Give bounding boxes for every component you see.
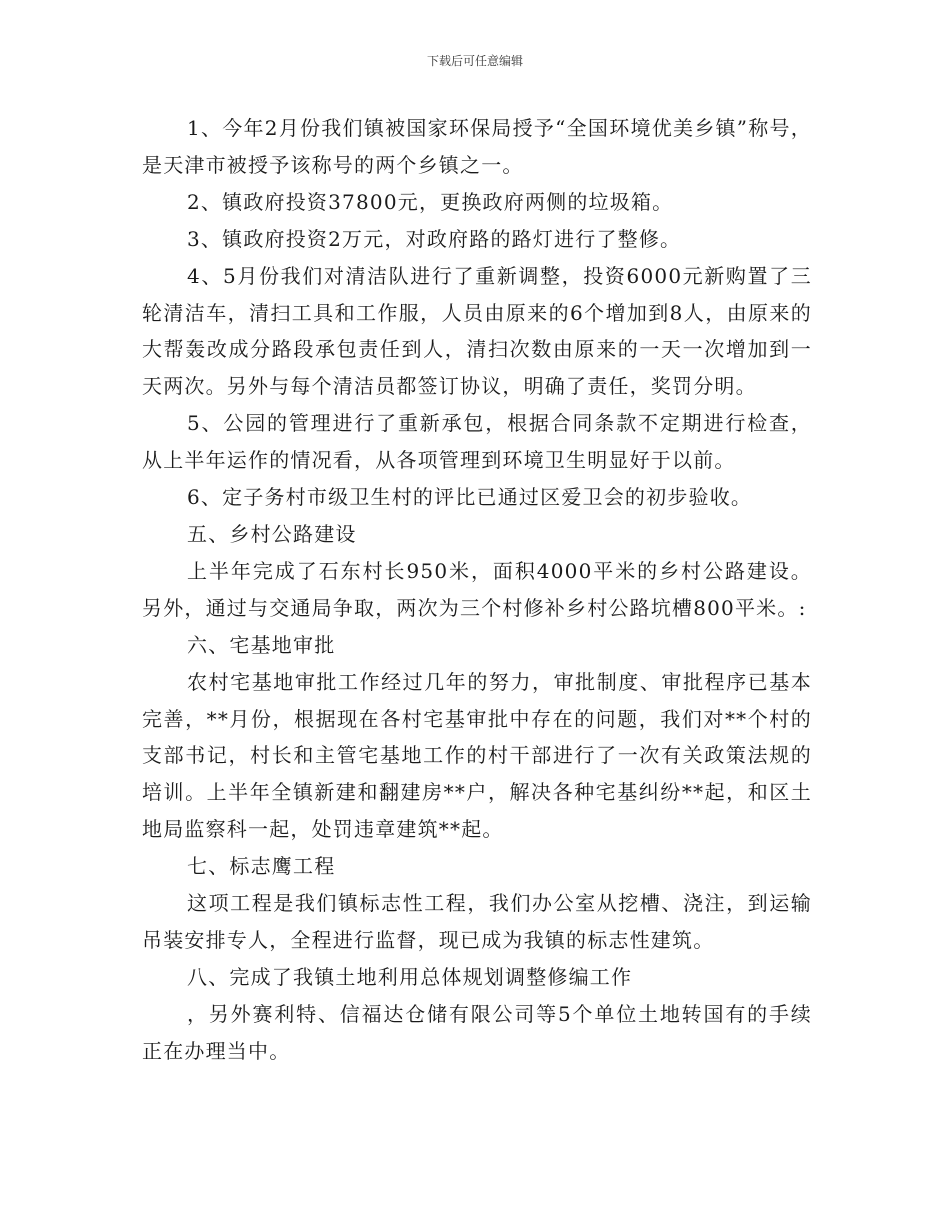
item-3-paragraph: 3、镇政府投资2万元，对政府路的路灯进行了整修。 [187,226,682,251]
item-4-paragraph: 4、5月份我们对清洁队进行了重新调整，投资6000元新购置了三轮清洁车，清扫工具和工作服，人员由原来的6个增加到8人，由原来的大帮轰改成分路段承包责任到人，清扫次数由原来的一天一次增加到一天两次。另外与每个清洁员都签订协议，明确了责任，奖罚分明。 [142,263,812,399]
section-8-heading: 八、完成了我镇土地利用总体规划调整修编工作 [187,964,633,989]
item-6-paragraph: 6、定子务村市级卫生村的评比已通过区爱卫会的初步验收。 [187,485,753,510]
section-5-paragraph: 上半年完成了石东村长950米，面积4000平米的乡村公路建设。另外，通过与交通局争取，两次为三个村修补乡村公路坑槽800平米。: [142,558,812,620]
item-5-paragraph: 5、公园的管理进行了重新承包，根据合同条款不定期进行检查，从上半年运作的情况看，从各项管理到环境卫生明显好于以前。 [142,411,812,473]
section-5-heading: 五、乡村公路建设 [187,521,357,546]
section-6-paragraph: 农村宅基地审批工作经过几年的努力，审批制度、审批程序已基本完善，**月份，根据现在各村宅基审批中存在的问题，我们对**个村的支部书记，村长和主管宅基地工作的村干部进行了一次有关政策法规的培训。上半年全镇新建和翻建房**户，解决各种宅基纠纷**起，和区土地局监察科一起，处罚违章建筑**起。 [142,669,812,842]
item-1-paragraph: 1、今年2月份我们镇被国家环保局授予“全国环境优美乡镇”称号，是天津市被授予该称号的两个乡镇之一。 [142,116,812,177]
item-2-paragraph: 2、镇政府投资37800元，更换政府两侧的垃圾箱。 [187,189,674,214]
document-body [142,110,812,1070]
section-7-heading: 七、标志鹰工程 [187,854,336,879]
section-6-heading: 六、宅基地审批 [187,632,336,657]
section-7-paragraph: 这项工程是我们镇标志性工程，我们办公室从挖槽、浇注，到运输吊装安排专人，全程进行监督，现已成为我镇的标志性建筑。 [142,891,812,952]
section-8-paragraph: ，另外赛利特、信福达仓储有限公司等5个单位土地转国有的手续正在办理当中。 [142,1001,812,1063]
page-header-note: 下载后可任意编辑 [426,54,523,68]
